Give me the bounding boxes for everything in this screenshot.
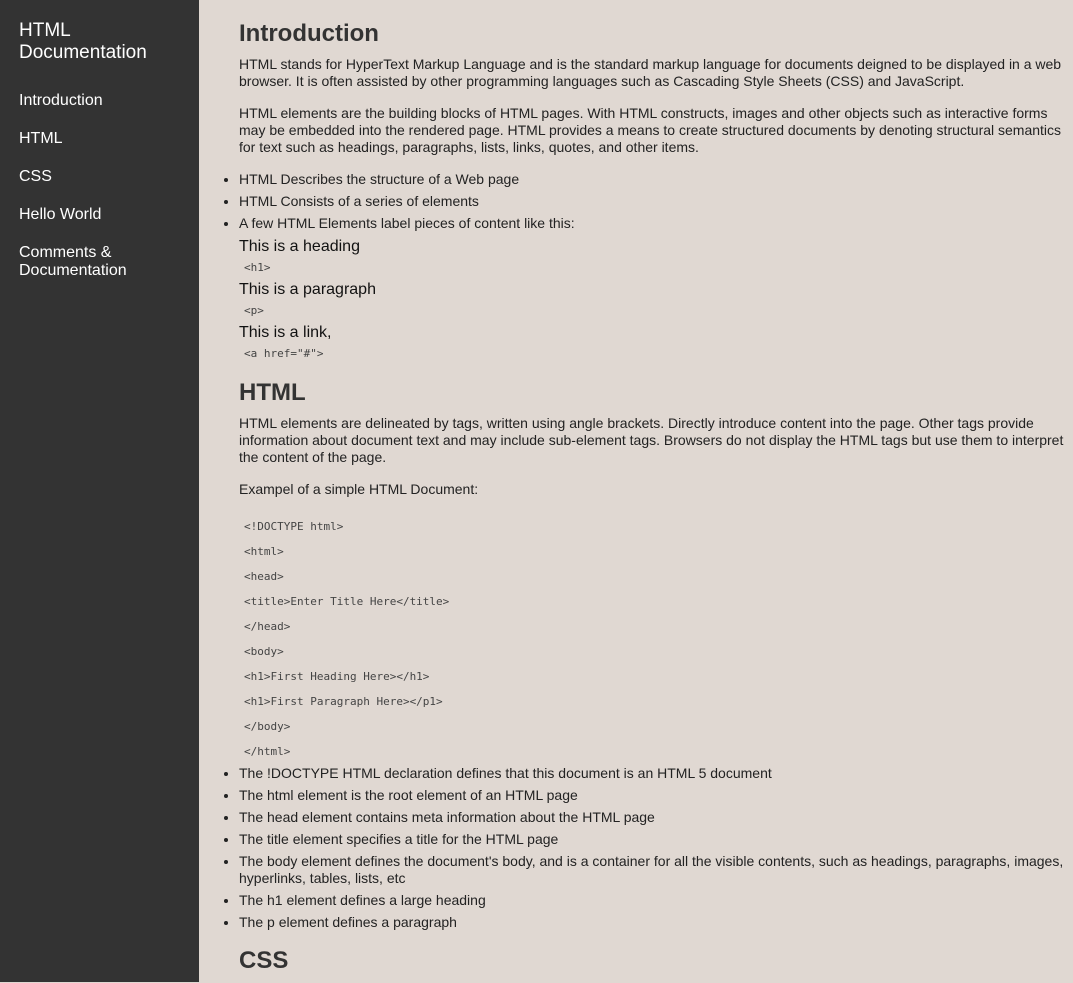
example-heading-code: <h1> xyxy=(244,261,271,274)
nav-link-introduction[interactable]: Introduction xyxy=(19,92,103,109)
intro-paragraph: HTML stands for HyperText Markup Language and is the standard markup language for documents deigned to be displayed in a web browser. It is often assisted by other programming languages such as Cascading Style Sheets (CSS) and JavaScript. xyxy=(239,56,1062,89)
nav-link-html[interactable]: HTML xyxy=(19,130,63,147)
intro-bullet-list xyxy=(221,171,1064,232)
section-title-introduction: Introduction xyxy=(239,20,379,47)
nav-link-comments-documentation[interactable]: Comments & Documentation xyxy=(19,244,127,279)
list-item: • HTML Describes the structure of a Web page xyxy=(239,171,1064,188)
example-heading-label: This is a heading xyxy=(239,238,360,255)
section-title-html: HTML xyxy=(239,379,306,406)
section-css xyxy=(239,947,1064,975)
html-paragraph: HTML elements are delineated by tags, written using angle brackets. Directly introduce content into the page. Other tags provide information about document text and may include sub-element tags. Browsers do not display the HTML tags but use them to interpret the content of the page. xyxy=(239,415,1064,465)
nav-link-css[interactable]: CSS xyxy=(19,168,52,185)
nav-link-hello-world[interactable]: Hello World xyxy=(19,206,102,223)
sidebar-header: HTML Documentation xyxy=(19,20,147,63)
main-document xyxy=(239,0,1064,983)
example-paragraph-code: <p> xyxy=(244,304,264,317)
list-item: • The head element contains meta information about the HTML page xyxy=(239,809,1064,826)
html-bullet-list xyxy=(221,765,1064,931)
code-line: </head> xyxy=(244,620,291,633)
list-item: • HTML Consists of a series of elements xyxy=(239,193,1064,210)
section-title-css: CSS xyxy=(239,947,289,974)
list-item: • The !DOCTYPE HTML declaration defines that this document is an HTML 5 document xyxy=(239,765,1064,782)
section-introduction xyxy=(239,20,1064,361)
code-line: <h1>First Heading Here></h1> xyxy=(244,670,430,683)
code-line: <!DOCTYPE html> xyxy=(244,520,344,533)
section-html xyxy=(239,379,1064,931)
list-item: • The body element defines the document's body, and is a container for all the visible contents, such as headings, paragraphs, images, hyperlinks, tables, lists, etc xyxy=(239,853,1064,887)
sidebar-nav xyxy=(0,0,199,982)
html-code-block xyxy=(239,520,1064,759)
intro-paragraph: HTML elements are the building blocks of HTML pages. With HTML constructs, images and other objects such as interactive forms may be embedded into the rendered page. HTML provides a means to create structured documents by denoting structural semantics for text such as headings, paragraphs, lists, links, quotes, and other items. xyxy=(239,105,1062,155)
code-line: </body> xyxy=(244,720,291,733)
example-link-code: <a href="#"> xyxy=(244,347,324,360)
code-line: <h1>First Paragraph Here></p1> xyxy=(244,695,443,708)
element-examples xyxy=(239,237,1064,361)
example-paragraph-label: This is a paragraph xyxy=(239,281,376,298)
list-item: • The title element specifies a title for the HTML page xyxy=(239,831,1064,848)
list-item: • The html element is the root element of an HTML page xyxy=(239,787,1064,804)
code-line: </html> xyxy=(244,745,291,758)
example-link-label: This is a link, xyxy=(239,324,332,341)
code-line: <html> xyxy=(244,545,284,558)
list-item: • The h1 element defines a large heading xyxy=(239,892,1064,909)
list-item: • A few HTML Elements label pieces of content like this: xyxy=(239,215,1064,232)
html-example-intro: Exampel of a simple HTML Document: xyxy=(239,481,479,497)
code-line: <body> xyxy=(244,645,284,658)
code-line: <head> xyxy=(244,570,284,583)
code-line: <title>Enter Title Here</title> xyxy=(244,595,450,608)
list-item: • The p element defines a paragraph xyxy=(239,914,1064,931)
